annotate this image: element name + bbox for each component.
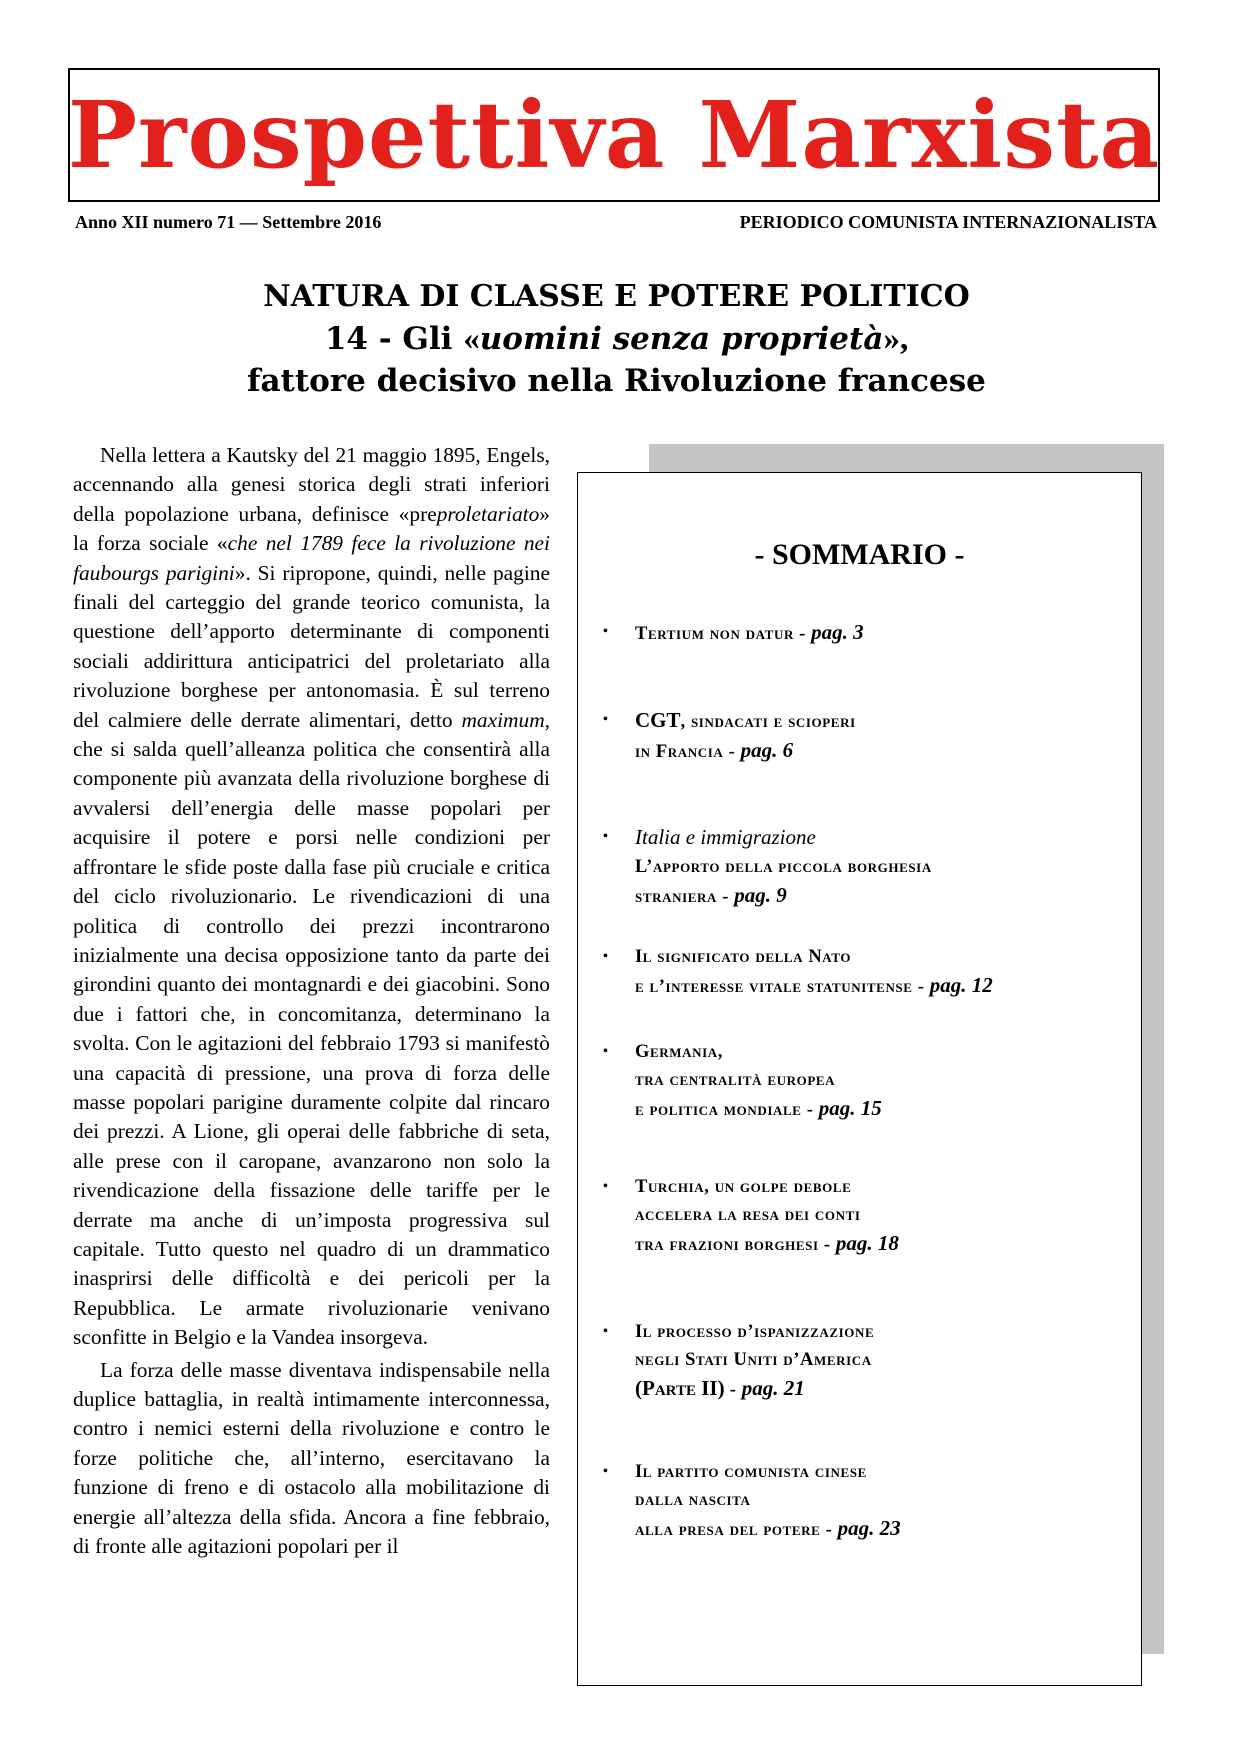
sommario-item-line: straniera - pag. 9 bbox=[635, 883, 787, 907]
sommario-item-line bbox=[635, 853, 1131, 881]
headline-line-2 bbox=[100, 318, 1133, 360]
sommario-item-line bbox=[635, 1458, 1131, 1486]
bullet-icon: • bbox=[603, 1324, 608, 1339]
sommario-item bbox=[603, 823, 1131, 911]
bullet-icon: • bbox=[603, 1464, 608, 1479]
sommario-item-line bbox=[635, 1173, 1131, 1201]
masthead bbox=[68, 68, 1160, 202]
sommario-item bbox=[603, 1173, 1131, 1259]
sommario-item bbox=[603, 1038, 1131, 1124]
title-word: (Parte II) bbox=[635, 1376, 725, 1400]
sommario-item bbox=[603, 1458, 1131, 1544]
sommario-item-title: Il processo d’ispanizzazione bbox=[635, 1322, 875, 1342]
sommario-item-title: negli Stati Uniti d’America bbox=[635, 1350, 872, 1370]
sommario-item-line: e politica mondiale - pag. 15 bbox=[635, 1096, 882, 1120]
headline-close-quote: », bbox=[883, 321, 909, 357]
title-word: CGT bbox=[635, 708, 681, 732]
kicker-text: Italia e immigrazione bbox=[635, 825, 816, 849]
sommario-item-lines bbox=[635, 1173, 1131, 1259]
sommario-item-title: L’apporto della piccola borghesia bbox=[635, 857, 932, 877]
sommario-page-ref: pag. 6 bbox=[740, 738, 794, 762]
sommario-item-title: Germania, bbox=[635, 1042, 723, 1062]
sommario-item bbox=[603, 1318, 1131, 1404]
sommario-item-lines bbox=[635, 943, 1131, 1001]
headline-line-3: fattore decisivo nella Rivoluzione francese bbox=[247, 363, 986, 399]
sommario-item bbox=[603, 943, 1131, 1001]
article-paragraph-2: La forza delle masse diventava indispensabile nella duplice battaglia, in realtà intimamente interconnessa, contro i nemici esterni della rivoluzione e contro le forze politiche che, all’interno, esercitavano la funzione di freno e di ostacolo alla mobilitazione di energie all’altezza della sfida. Ancora a fine febbraio, di fronte alle agitazioni popolari per il bbox=[73, 1357, 550, 1559]
sommario-item-title: tra frazioni borghesi bbox=[635, 1235, 819, 1255]
text-run-italic: che nel 1789 fece la rivoluzione nei faubourgs parigini bbox=[73, 531, 550, 585]
sommario-page-ref: pag. 18 bbox=[835, 1231, 899, 1255]
bullet-icon: • bbox=[603, 624, 608, 639]
sommario-page-ref: pag. 15 bbox=[818, 1096, 882, 1120]
sommario-item-title: in Francia bbox=[635, 742, 724, 762]
sommario-item-line: alla presa del potere - pag. 23 bbox=[635, 1516, 901, 1540]
headline-line-1: NATURA DI CLASSE E POTERE POLITICO bbox=[263, 279, 970, 314]
sommario-item-lines bbox=[635, 706, 1131, 766]
sommario-item-line bbox=[635, 706, 1131, 736]
sommario-page-ref: pag. 3 bbox=[811, 620, 864, 644]
sommario-item-line: in Francia - pag. 6 bbox=[635, 738, 794, 762]
sommario-page-ref: pag. 9 bbox=[734, 883, 787, 907]
sommario-item-line bbox=[635, 1201, 1131, 1229]
bullet-icon: • bbox=[603, 829, 608, 844]
sommario-item-lines bbox=[635, 1458, 1131, 1544]
sommario-item-line bbox=[635, 1038, 1131, 1066]
sommario-heading: - SOMMARIO - bbox=[754, 538, 965, 571]
text-run: , che si salda quell’alleanza politica che consentirà alla componente più avanzata della rivoluzione borghese di avvalersi dell’energia delle masse popolari per acquisire il potere e porsi nelle condizioni per affrontare le sfide poste dalla fase più cruciale e critica del ciclo rivoluzionario. Le rivendicazioni di una politica di controllo dei prezzi incontrarono inizialmente una decisa opposizione tanto da parte dei girondini quanto dei montagnardi e dei giacobini. Sono due i fattori che, in concomitanza, determinano la svolta. Con le agitazioni del febbraio 1793 si manifestò una capacità di pressione, una prova di forza delle masse popolari parigine duramente colpite dal rincaro dei prezzi. A Lione, gli operai delle fabbriche di seta, alle prese con il caropane, avanzarono non solo la rivendicazione della fissazione delle tariffe per le derrate ma anche di un’imposta progressiva sul capitale. Tutto questo nel quadro di un drammatico inasprirsi delle difficoltà e dei pericoli per la Repubblica. Le armate rivoluzionarie venivano sconfitte in Belgio e la Vandea insorgeva. bbox=[73, 707, 550, 1350]
sommario-item bbox=[603, 706, 1131, 766]
sommario-item-lines bbox=[635, 618, 1131, 648]
sommario-item bbox=[603, 618, 1131, 648]
bullet-icon: • bbox=[603, 1044, 608, 1059]
text-run: Nella lettera a Kautsky del 21 maggio 1895, Engels, accennando alla genesi storica degli strati inferiori della popolazione urbana, definisce «pre bbox=[73, 443, 550, 526]
article-paragraph-1 bbox=[73, 441, 550, 1353]
sommario-item-line: e l’interesse vitale statunitense - pag. 12 bbox=[635, 973, 993, 997]
sommario-item-title: accelera la resa dei conti bbox=[635, 1205, 861, 1225]
sommario-item-lines bbox=[635, 1038, 1131, 1124]
sommario-item-kicker bbox=[635, 823, 1131, 853]
sommario-item-title: Il significato della Nato bbox=[635, 947, 852, 967]
issue-info: Anno XII numero 71 — Settembre 2016 bbox=[75, 212, 382, 232]
sommario-box bbox=[577, 472, 1142, 1686]
sommario-item-title: straniera bbox=[635, 887, 717, 907]
masthead-title: Prospettiva Marxista bbox=[67, 81, 1161, 189]
sommario-item-title: alla presa del potere bbox=[635, 1520, 821, 1540]
sommario-item-lines bbox=[635, 1318, 1131, 1404]
sommario-item-line bbox=[635, 1318, 1131, 1346]
sommario-page-ref: pag. 21 bbox=[741, 1376, 805, 1400]
sommario-item-line bbox=[635, 1066, 1131, 1094]
sommario-item-lines bbox=[635, 823, 1131, 911]
bullet-icon: • bbox=[603, 1179, 608, 1194]
sommario-item-line bbox=[635, 1486, 1131, 1514]
sommario-item-line bbox=[635, 1346, 1131, 1374]
headline-open-quote: « bbox=[463, 321, 480, 357]
sommario-item-title: tra centralità europea bbox=[635, 1070, 836, 1090]
text-run: ». Si ripropone, quindi, nelle pagine finali del carteggio del grande teorico comunista, la questione dell’apporto determinante di componenti sociali addirittura anticipatrici del proletariato alla rivoluzione borghese per antonomasia. È sul terreno del calmiere delle derrate alimentari, detto bbox=[73, 560, 550, 732]
sommario-page-ref: pag. 12 bbox=[929, 973, 993, 997]
sommario-item-line bbox=[635, 943, 1131, 971]
text-run: » la forza sociale « bbox=[73, 501, 550, 556]
article-headline bbox=[100, 276, 1133, 402]
headline-italic-phrase: uomini senza proprietà bbox=[479, 321, 884, 357]
article-body bbox=[73, 441, 550, 1564]
sommario-item-line: (Parte II) - pag. 21 bbox=[635, 1376, 805, 1400]
sommario-item-title: Tertium non datur bbox=[635, 624, 794, 644]
sommario-item-title: CGT, sindacati e scioperi bbox=[635, 708, 856, 732]
text-run-italic: maximum bbox=[461, 707, 545, 732]
sommario-item-title: e politica mondiale bbox=[635, 1100, 802, 1120]
sommario-item-title: dalla nascita bbox=[635, 1490, 751, 1510]
bullet-icon: • bbox=[603, 712, 608, 727]
bullet-icon: • bbox=[603, 949, 608, 964]
sommario-item-line: Tertium non datur - pag. 3 bbox=[635, 620, 864, 644]
sommario-item-title: Turchia, un golpe debole bbox=[635, 1177, 852, 1197]
periodical-tagline: PERIODICO COMUNISTA INTERNAZIONALISTA bbox=[739, 212, 1157, 232]
sommario-item-line: tra frazioni borghesi - pag. 18 bbox=[635, 1231, 899, 1255]
headline-line-2-prefix: 14 - Gli bbox=[324, 321, 464, 357]
sommario-item-title: e l’interesse vitale statunitense bbox=[635, 977, 913, 997]
sommario-page-ref: pag. 23 bbox=[837, 1516, 901, 1540]
sommario-item-title: Il partito comunista cinese bbox=[635, 1462, 867, 1482]
text-run-italic: proletariato bbox=[436, 501, 540, 526]
